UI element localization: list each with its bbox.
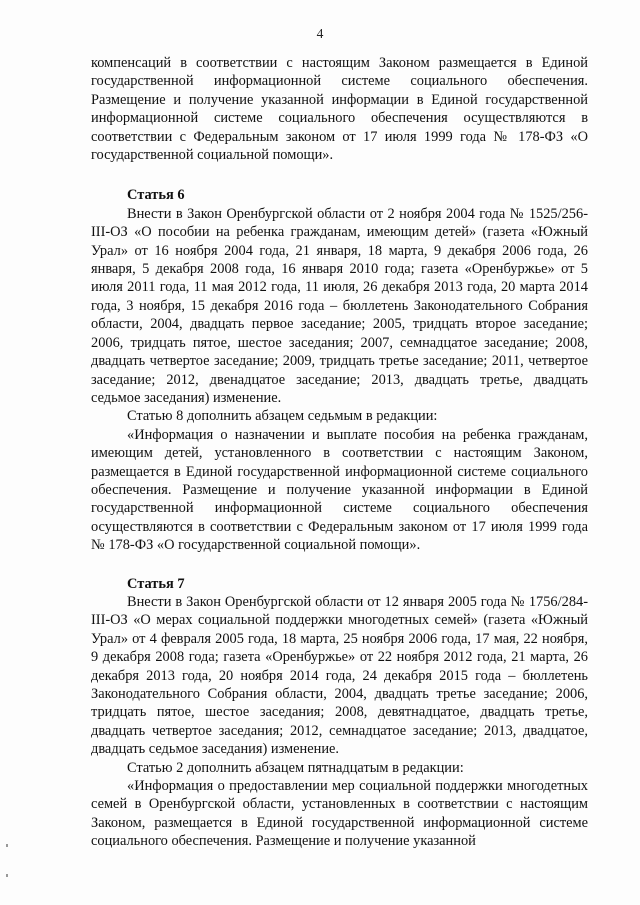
- article-6-paragraph-3: «Информация о назначении и выплате пособия на ребенка гражданам, имеющим детей, установленного в соответствии с настоящим Законом, размещается в Единой государственной информационной системе социального обеспечения. Размещение и получение указанной информации в Единой государственной информационной системе социального обеспечения осуществляются в соответствии с Федеральным законом от 17 июля 1999 года № 178-ФЗ «О государственной социальной помощи».: [91, 426, 588, 554]
- scan-mark: [6, 874, 8, 877]
- article-7-paragraph-3: «Информация о предоставлении мер социальной поддержки многодетных семей в Оренбургской области, установленных в соответствии с настоящим Законом, размещается в Единой государственной информационной системе социального обеспечения. Размещение и получение указанной: [91, 778, 588, 850]
- article-6-heading: Статья 6: [127, 187, 185, 204]
- document-body: [91, 54, 588, 851]
- article-7-paragraph-1: Внести в Закон Оренбургской области от 12 января 2005 года № 1756/284-III-ОЗ «О мерах социальной поддержки многодетных семей» (газета «Южный Урал» от 4 февраля 2005 года, 18 марта, 25 ноября 2006 года, 17 мая, 22 ноября, 9 декабря 2008 года; газета «Оренбуржье» от 22 ноября 2012 года, 21 марта, 26 декабря 2013 года, 20 ноября 2014 года, 24 декабря 2015 года – бюллетень Законодательного Собрания области, 2004, двадцать третье заседание; 2006, тридцать пятое, шестое заседания; 2008, девятнадцатое, двадцать третье, двадцать четвертое заседания; 2012, семнадцатое заседание; 2013, двадцатое, двадцать седьмое заседания) изменение.: [91, 593, 588, 758]
- page-number: 4: [316, 26, 324, 41]
- article-6-paragraph-2: Статью 8 дополнить абзацем седьмым в редакции:: [127, 408, 438, 425]
- article-7-heading: Статья 7: [127, 575, 185, 592]
- article-7-paragraph-2: Статью 2 дополнить абзацем пятнадцатым в редакции:: [127, 759, 464, 776]
- scan-mark: [6, 844, 8, 847]
- article-6-paragraph-1: Внести в Закон Оренбургской области от 2 ноября 2004 года № 1525/256-III-ОЗ «О пособии на ребенка гражданам, имеющим детей» (газета «Южный Урал» от 16 ноября 2004 года, 21 января, 18 марта, 9 декабря 2006 года, 26 января, 5 декабря 2008 года, 16 января 2010 года; газета «Оренбуржье» от 5 июля 2011 года, 11 мая 2012 года, 11 июля, 26 декабря 2013 года, 20 марта 2014 года, 3 ноября, 15 декабря 2016 года – бюллетень Законодательного Собрания области, 2004, двадцать первое заседание; 2005, тридцать второе заседание; 2006, тридцать пятое, шестое заседания; 2007, семнадцатое заседание; 2008, двадцать четвертое заседание; 2009, тридцать третье заседание; 2011, четвертое заседание; 2012, двенадцатое заседание; 2013, двадцать третье, двадцать седьмое заседания) изменение.: [91, 205, 588, 406]
- intro-paragraph: компенсаций в соответствии с настоящим Законом размещается в Единой государственной информационной системе социального обеспечения. Размещение и получение указанной информации в Единой государственной информационной системе социального обеспечения осуществляются в соответствии с Федеральным законом от 17 июля 1999 года № 178-ФЗ «О государственной социальной помощи».: [91, 55, 588, 164]
